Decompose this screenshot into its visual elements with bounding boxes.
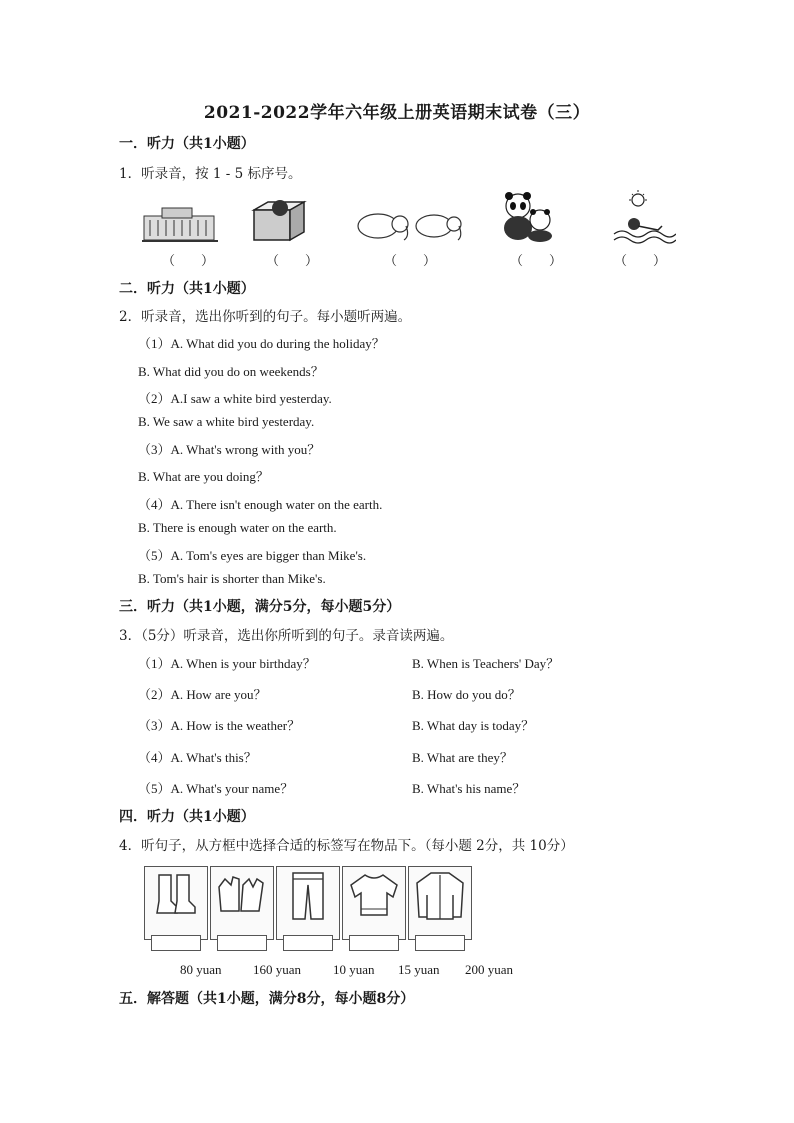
q2-option: （2）A.I saw a white bird yesterday. <box>138 391 332 406</box>
trousers-card <box>276 866 340 940</box>
elephants-picture <box>352 208 464 244</box>
socks-card <box>144 866 208 940</box>
label-box[interactable] <box>349 935 399 951</box>
label-box[interactable] <box>151 935 201 951</box>
price-label: 10 yuan <box>333 962 375 977</box>
section-1-heading: 一．听力（共1小题） <box>119 136 255 152</box>
q3-option-a: （3）A. How is the weather？ <box>138 718 301 733</box>
label-box[interactable] <box>415 935 465 951</box>
box-with-ball-picture <box>250 198 310 242</box>
pandas-picture <box>498 190 560 242</box>
sweater-card <box>342 866 406 940</box>
q2-option: B. What did you do on weekends？ <box>138 364 324 379</box>
jacket-icon <box>409 867 471 923</box>
q3-option-b: B. How do you do？ <box>412 687 521 702</box>
q1-answer-blank-3[interactable]: （ ） <box>384 254 437 269</box>
q3-option-a: （1）A. When is your birthday？ <box>138 656 316 671</box>
label-box[interactable] <box>217 935 267 951</box>
q3-option-b: B. What are they？ <box>412 750 513 765</box>
section-4-heading: 四．听力（共1小题） <box>119 809 255 825</box>
jacket-card <box>408 866 472 940</box>
q2-option: B. We saw a white bird yesterday. <box>138 414 315 429</box>
q3-option-b: B. When is Teachers' Day？ <box>412 656 560 671</box>
price-label: 160 yuan <box>253 962 302 977</box>
q2-option: B. There is enough water on the earth. <box>138 520 337 535</box>
q3-option-a: （2）A. How are you？ <box>138 687 267 702</box>
price-label: 200 yuan <box>465 962 514 977</box>
sweater-icon <box>343 867 405 923</box>
q2-option: （5）A. Tom's eyes are bigger than Mike's. <box>138 548 367 563</box>
q3-option-b: B. What's his name？ <box>412 781 526 796</box>
q4-clothes-pictures <box>140 866 470 948</box>
price-label: 80 yuan <box>180 962 222 977</box>
swimming-picture <box>612 190 676 246</box>
page-title: 2021-2022学年六年级上册英语期末试卷（三） <box>203 103 591 123</box>
q2-stem: 2．听录音，选出你听到的句子。每小题听两遍。 <box>119 309 412 325</box>
q3-option-b: B. What day is today？ <box>412 718 535 733</box>
trousers-icon <box>277 867 339 923</box>
q3-stem: 3．（5分）听录音，选出你所听到的句子。录音读两遍。 <box>119 628 454 644</box>
q1-answer-blank-2[interactable]: （ ） <box>266 254 319 269</box>
q3-option-a: （4）A. What's this？ <box>138 750 257 765</box>
gloves-card <box>210 866 274 940</box>
q1-answer-blank-4[interactable]: （ ） <box>510 254 563 269</box>
section-3-heading: 三．听力（共1小题，满分5分，每小题5分） <box>119 599 401 615</box>
price-label: 15 yuan <box>398 962 440 977</box>
section-5-heading: 五．解答题（共1小题，满分8分，每小题8分） <box>119 991 415 1007</box>
socks-icon <box>145 867 207 923</box>
q2-option: （1）A. What did you do during the holiday？ <box>138 336 385 351</box>
q2-option: （4）A. There isn't enough water on the earth. <box>138 497 383 512</box>
q3-option-a: （5）A. What's your name？ <box>138 781 294 796</box>
q1-answer-blank-1[interactable]: （ ） <box>162 254 215 269</box>
q1-stem: 1．听录音，按 1 - 5 标序号。 <box>119 166 302 182</box>
q2-option: B. Tom's hair is shorter than Mike's. <box>138 571 326 586</box>
q4-stem: 4．听句子，从方框中选择合适的标签写在物品下。（每小题 2分，共 10分） <box>119 838 574 854</box>
section-2-heading: 二．听力（共1小题） <box>119 281 255 297</box>
school-building-picture <box>142 204 218 244</box>
label-box[interactable] <box>283 935 333 951</box>
q2-option: B. What are you doing？ <box>138 469 269 484</box>
q1-answer-blank-5[interactable]: （ ） <box>614 254 667 269</box>
gloves-icon <box>211 867 273 923</box>
q2-option: （3）A. What's wrong with you？ <box>138 442 321 457</box>
